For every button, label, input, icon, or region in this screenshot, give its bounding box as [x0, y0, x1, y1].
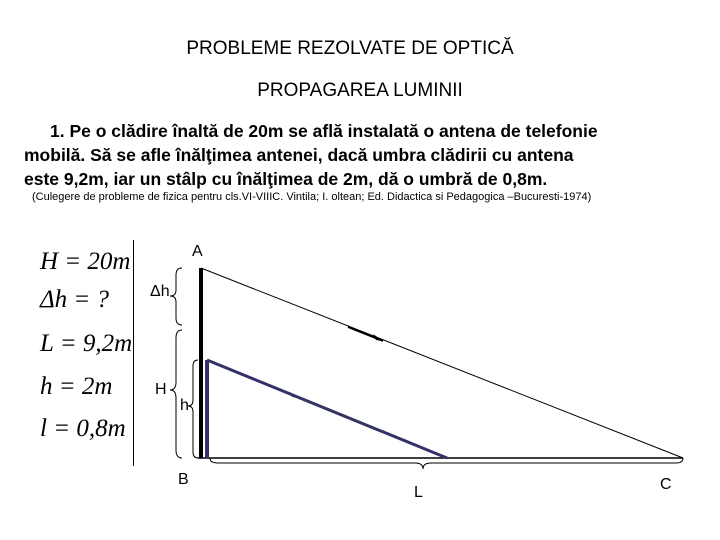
brace-dh [170, 268, 182, 325]
label-H: H [155, 381, 167, 398]
label-A: A [192, 243, 203, 260]
given-dh: Δh = ? [40, 286, 110, 313]
ray-arrow-stem [348, 327, 383, 341]
brace-h [188, 360, 198, 458]
label-L: L [414, 484, 423, 501]
page-subtitle: PROPAGAREA LUMINII [257, 80, 463, 101]
problem-line-2: mobilă. Să se afle înălţimea antenei, dacă umbra clădirii cu antena [24, 145, 574, 165]
given-L: L = 9,2m [40, 330, 133, 357]
label-C: C [660, 476, 672, 493]
label-dh: Δh [150, 283, 170, 300]
source-reference: (Culegere de probleme de fizica pentru cls.VI-VIIIC. Vintila; I. oltean; Ed. Didactica si Pedagogica –Bucuresti-1974) [32, 191, 592, 203]
ray-pole [207, 360, 447, 458]
ray-building [201, 268, 683, 458]
given-h: h = 2m [40, 373, 113, 400]
page-title: PROBLEME REZOLVATE DE OPTICĂ [186, 38, 514, 59]
problem-line-3: este 9,2m, iar un stâlp cu înălţimea de 2m, dă o umbră de 0,8m. [24, 169, 548, 189]
given-H: H = 20m [40, 248, 131, 275]
label-h: h [180, 397, 189, 414]
problem-line-1: 1. Pe o clădire înaltă de 20m se află instalată o antena de telefonie [50, 121, 598, 141]
given-l: l = 0,8m [40, 415, 126, 442]
brace-L [210, 458, 683, 469]
label-B: B [178, 471, 189, 488]
brace-H [170, 330, 182, 458]
